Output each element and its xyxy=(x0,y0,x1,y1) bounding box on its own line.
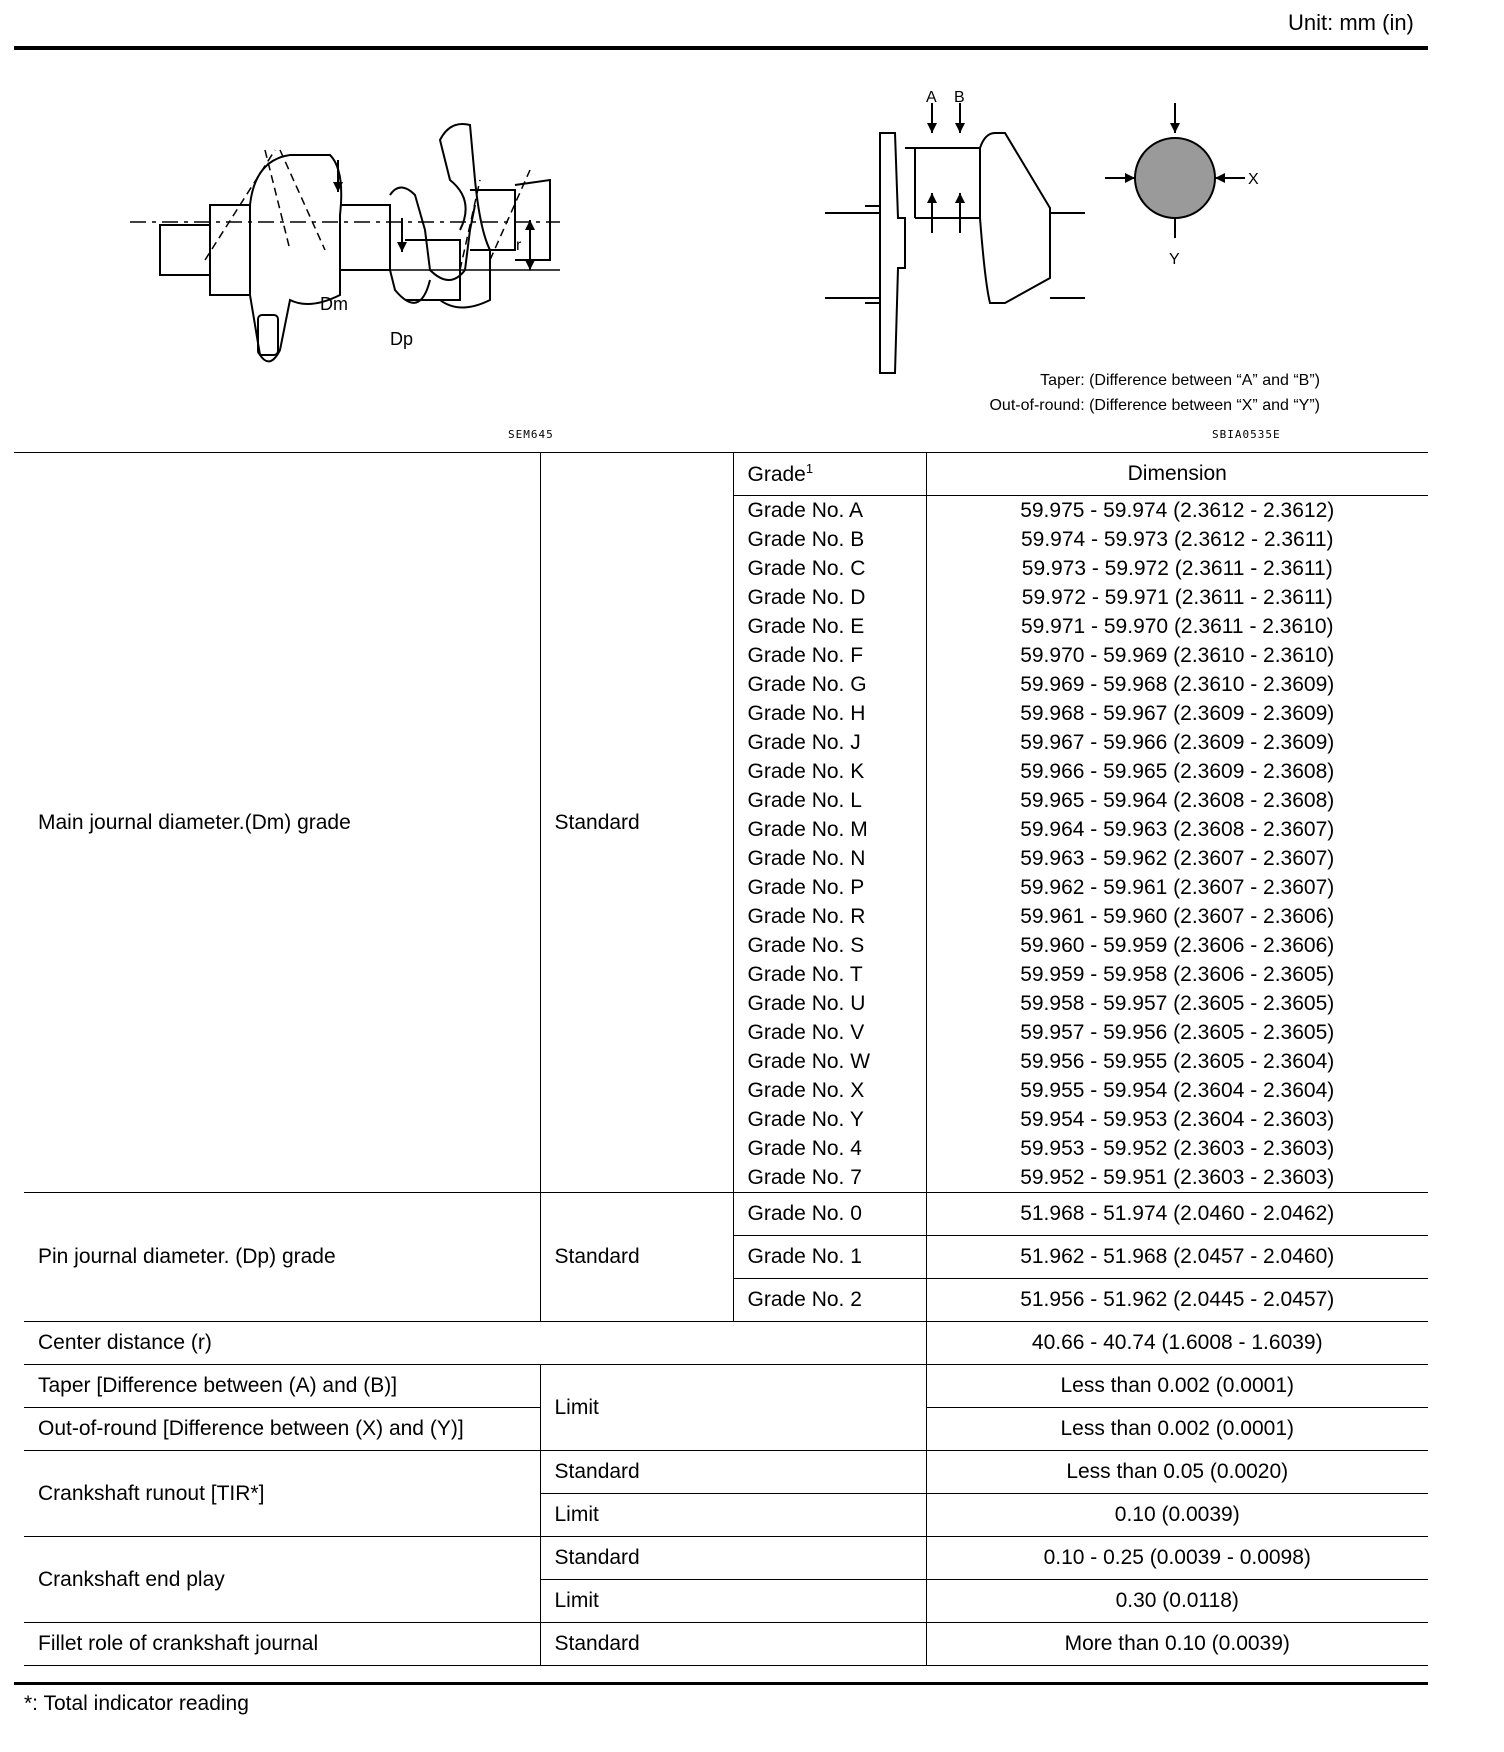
journal-cross-section xyxy=(1135,138,1215,218)
main-dimension-item: 59.952 - 59.951 (2.3603 - 2.3603) xyxy=(1020,1166,1335,1189)
main-dimension-item: 59.955 - 59.954 (2.3604 - 2.3604) xyxy=(1020,1079,1335,1102)
runout-standard-value: Less than 0.05 (0.0020) xyxy=(926,1451,1428,1494)
main-grade-item: Grade No. X xyxy=(747,1079,865,1102)
grade-header-text: Grade xyxy=(747,463,806,486)
main-dimension-item: 59.958 - 59.957 (2.3605 - 2.3605) xyxy=(1020,992,1335,1015)
table-header-row xyxy=(24,453,1428,496)
main-dimension-item: 59.961 - 59.960 (2.3607 - 2.3606) xyxy=(1020,905,1335,928)
taper-value: Less than 0.002 (0.0001) xyxy=(926,1365,1428,1408)
main-grade-item: Grade No. H xyxy=(747,702,866,725)
end-play-standard-value: 0.10 - 0.25 (0.0039 - 0.0098) xyxy=(926,1537,1428,1580)
main-grade-item: Grade No. V xyxy=(747,1021,865,1044)
dm-label: Dm xyxy=(320,294,348,314)
crankshaft-spec-table xyxy=(24,453,1428,1666)
dp-label: Dp xyxy=(390,329,414,349)
end-play-limit-type: Limit xyxy=(540,1580,926,1623)
runout-standard-type: Standard xyxy=(540,1451,926,1494)
runout-limit-value: 0.10 (0.0039) xyxy=(926,1494,1428,1537)
left-figure-code: SEM645 xyxy=(508,428,554,441)
crankshaft-figure xyxy=(130,120,630,420)
main-dimension-item: 59.963 - 59.962 (2.3607 - 2.3607) xyxy=(1020,847,1335,870)
end-play-limit-value: 0.30 (0.0118) xyxy=(926,1580,1428,1623)
center-distance-row xyxy=(24,1322,1428,1365)
main-grade-item: Grade No. C xyxy=(747,557,866,580)
main-journal-type: Standard xyxy=(540,453,733,1193)
main-grade-item: Grade No. J xyxy=(747,731,861,754)
main-dimension-item: 59.956 - 59.955 (2.3605 - 2.3604) xyxy=(1020,1050,1335,1073)
pin-grade-1: Grade No. 1 xyxy=(733,1236,926,1279)
main-grade-item: Grade No. E xyxy=(747,615,865,638)
fillet-label: Fillet role of crankshaft journal xyxy=(24,1623,540,1666)
fillet-type: Standard xyxy=(540,1623,926,1666)
end-play-standard-type: Standard xyxy=(540,1537,926,1580)
x-label: X xyxy=(1248,171,1259,188)
main-dimension-item: 59.954 - 59.953 (2.3604 - 2.3603) xyxy=(1020,1108,1335,1131)
main-dimension-item: 59.972 - 59.971 (2.3611 - 2.3611) xyxy=(1021,586,1333,609)
pin-journal-type: Standard xyxy=(540,1193,733,1322)
main-dimension-item: 59.974 - 59.973 (2.3612 - 2.3611) xyxy=(1020,528,1334,551)
main-grade-item: Grade No. L xyxy=(747,789,862,812)
runout-limit-type: Limit xyxy=(540,1494,926,1537)
main-dimension-item: 59.960 - 59.959 (2.3606 - 2.3606) xyxy=(1020,934,1335,957)
main-grade-item: Grade No. K xyxy=(747,760,865,783)
main-dimension-item: 59.967 - 59.966 (2.3609 - 2.3609) xyxy=(1020,731,1335,754)
main-dimension-item: 59.965 - 59.964 (2.3608 - 2.3608) xyxy=(1020,789,1335,812)
pin-dim-2: 51.956 - 51.962 (2.0445 - 2.0457) xyxy=(926,1279,1428,1322)
table-bottom-rule xyxy=(14,1682,1428,1685)
out-of-round-caption: Out-of-round: (Difference between “X” and “Y”) xyxy=(989,397,1320,414)
main-grade-item: Grade No. 7 xyxy=(747,1166,862,1189)
main-grade-item: Grade No. D xyxy=(747,586,866,609)
fillet-row xyxy=(24,1623,1428,1666)
journal-drawing xyxy=(820,88,1290,378)
main-dimension-item: 59.975 - 59.974 (2.3612 - 2.3612) xyxy=(1020,499,1335,522)
main-dimension-item: 59.964 - 59.963 (2.3608 - 2.3607) xyxy=(1020,818,1335,841)
main-journal-dimension-list xyxy=(926,496,1428,1193)
main-grade-item: Grade No. U xyxy=(747,992,866,1015)
main-journal-label: Main journal diameter.(Dm) grade xyxy=(24,453,540,1193)
main-dimension-item: 59.973 - 59.972 (2.3611 - 2.3611) xyxy=(1021,557,1333,580)
main-grade-item: Grade No. B xyxy=(747,528,865,551)
main-grade-item: Grade No. R xyxy=(747,905,866,928)
crankshaft-drawing xyxy=(130,120,630,420)
main-grade-item: Grade No. M xyxy=(747,818,868,841)
pin-grade-0: Grade No. 0 xyxy=(733,1193,926,1236)
main-grade-item: Grade No. 4 xyxy=(747,1137,862,1160)
center-distance-label: Center distance (r) xyxy=(24,1322,926,1365)
main-grade-item: Grade No. P xyxy=(747,876,865,899)
main-grade-item: Grade No. F xyxy=(747,644,864,667)
taper-caption: Taper: (Difference between “A” and “B”) xyxy=(1040,372,1320,389)
main-dimension-item: 59.957 - 59.956 (2.3605 - 2.3605) xyxy=(1020,1021,1335,1044)
pin-dim-0: 51.968 - 51.974 (2.0460 - 2.0462) xyxy=(926,1193,1428,1236)
right-figure-code: SBIA0535E xyxy=(1212,428,1281,441)
journal-measurement-figure xyxy=(820,88,1290,378)
taper-row xyxy=(24,1365,1428,1408)
runout-standard-row xyxy=(24,1451,1428,1494)
y-label: Y xyxy=(1169,251,1180,268)
main-dimension-item: 59.966 - 59.965 (2.3609 - 2.3608) xyxy=(1020,760,1335,783)
a-label: A xyxy=(926,89,937,106)
main-grade-item: Grade No. S xyxy=(747,934,865,957)
main-grade-item: Grade No. W xyxy=(747,1050,871,1073)
top-rule xyxy=(14,46,1428,50)
main-dimension-item: 59.959 - 59.958 (2.3606 - 2.3605) xyxy=(1020,963,1335,986)
grade-header-sup: 1 xyxy=(805,461,814,476)
main-grade-item: Grade No. A xyxy=(747,499,864,522)
b-label: B xyxy=(954,89,965,106)
main-journal-grade-list xyxy=(733,496,926,1193)
out-of-round-label: Out-of-round [Difference between (X) and (Y)] xyxy=(24,1408,540,1451)
runout-label: Crankshaft runout [TIR*] xyxy=(24,1451,540,1537)
pin-grade-2: Grade No. 2 xyxy=(733,1279,926,1322)
journal-figure-caption xyxy=(880,368,1320,418)
main-dimension-item: 59.962 - 59.961 (2.3607 - 2.3607) xyxy=(1020,876,1335,899)
pin-journal-row-0 xyxy=(24,1193,1428,1236)
dimension-header: Dimension xyxy=(926,453,1428,496)
pin-journal-label: Pin journal diameter. (Dp) grade xyxy=(24,1193,540,1322)
taper-label: Taper [Difference between (A) and (B)] xyxy=(24,1365,540,1408)
main-grade-item: Grade No. G xyxy=(747,673,867,696)
main-grade-item: Grade No. N xyxy=(747,847,866,870)
main-dimension-item: 59.968 - 59.967 (2.3609 - 2.3609) xyxy=(1020,702,1335,725)
main-dimension-item: 59.953 - 59.952 (2.3603 - 2.3603) xyxy=(1020,1137,1335,1160)
unit-label: Unit: mm (in) xyxy=(1288,10,1414,35)
main-dimension-item: 59.970 - 59.969 (2.3610 - 2.3610) xyxy=(1020,644,1335,667)
out-of-round-value: Less than 0.002 (0.0001) xyxy=(926,1408,1428,1451)
main-grade-item: Grade No. Y xyxy=(747,1108,864,1131)
main-grade-item: Grade No. T xyxy=(747,963,863,986)
end-play-label: Crankshaft end play xyxy=(24,1537,540,1623)
main-dimension-item: 59.971 - 59.970 (2.3611 - 2.3610) xyxy=(1020,615,1334,638)
end-play-standard-row xyxy=(24,1537,1428,1580)
fillet-value: More than 0.10 (0.0039) xyxy=(926,1623,1428,1666)
taper-type: Limit xyxy=(540,1365,926,1451)
footnote: *: Total indicator reading xyxy=(24,1692,249,1715)
pin-dim-1: 51.962 - 51.968 (2.0457 - 2.0460) xyxy=(926,1236,1428,1279)
grade-header xyxy=(733,453,926,496)
main-dimension-item: 59.969 - 59.968 (2.3610 - 2.3609) xyxy=(1020,673,1335,696)
center-distance-value: 40.66 - 40.74 (1.6008 - 1.6039) xyxy=(926,1322,1428,1365)
r-label: r xyxy=(516,237,522,254)
